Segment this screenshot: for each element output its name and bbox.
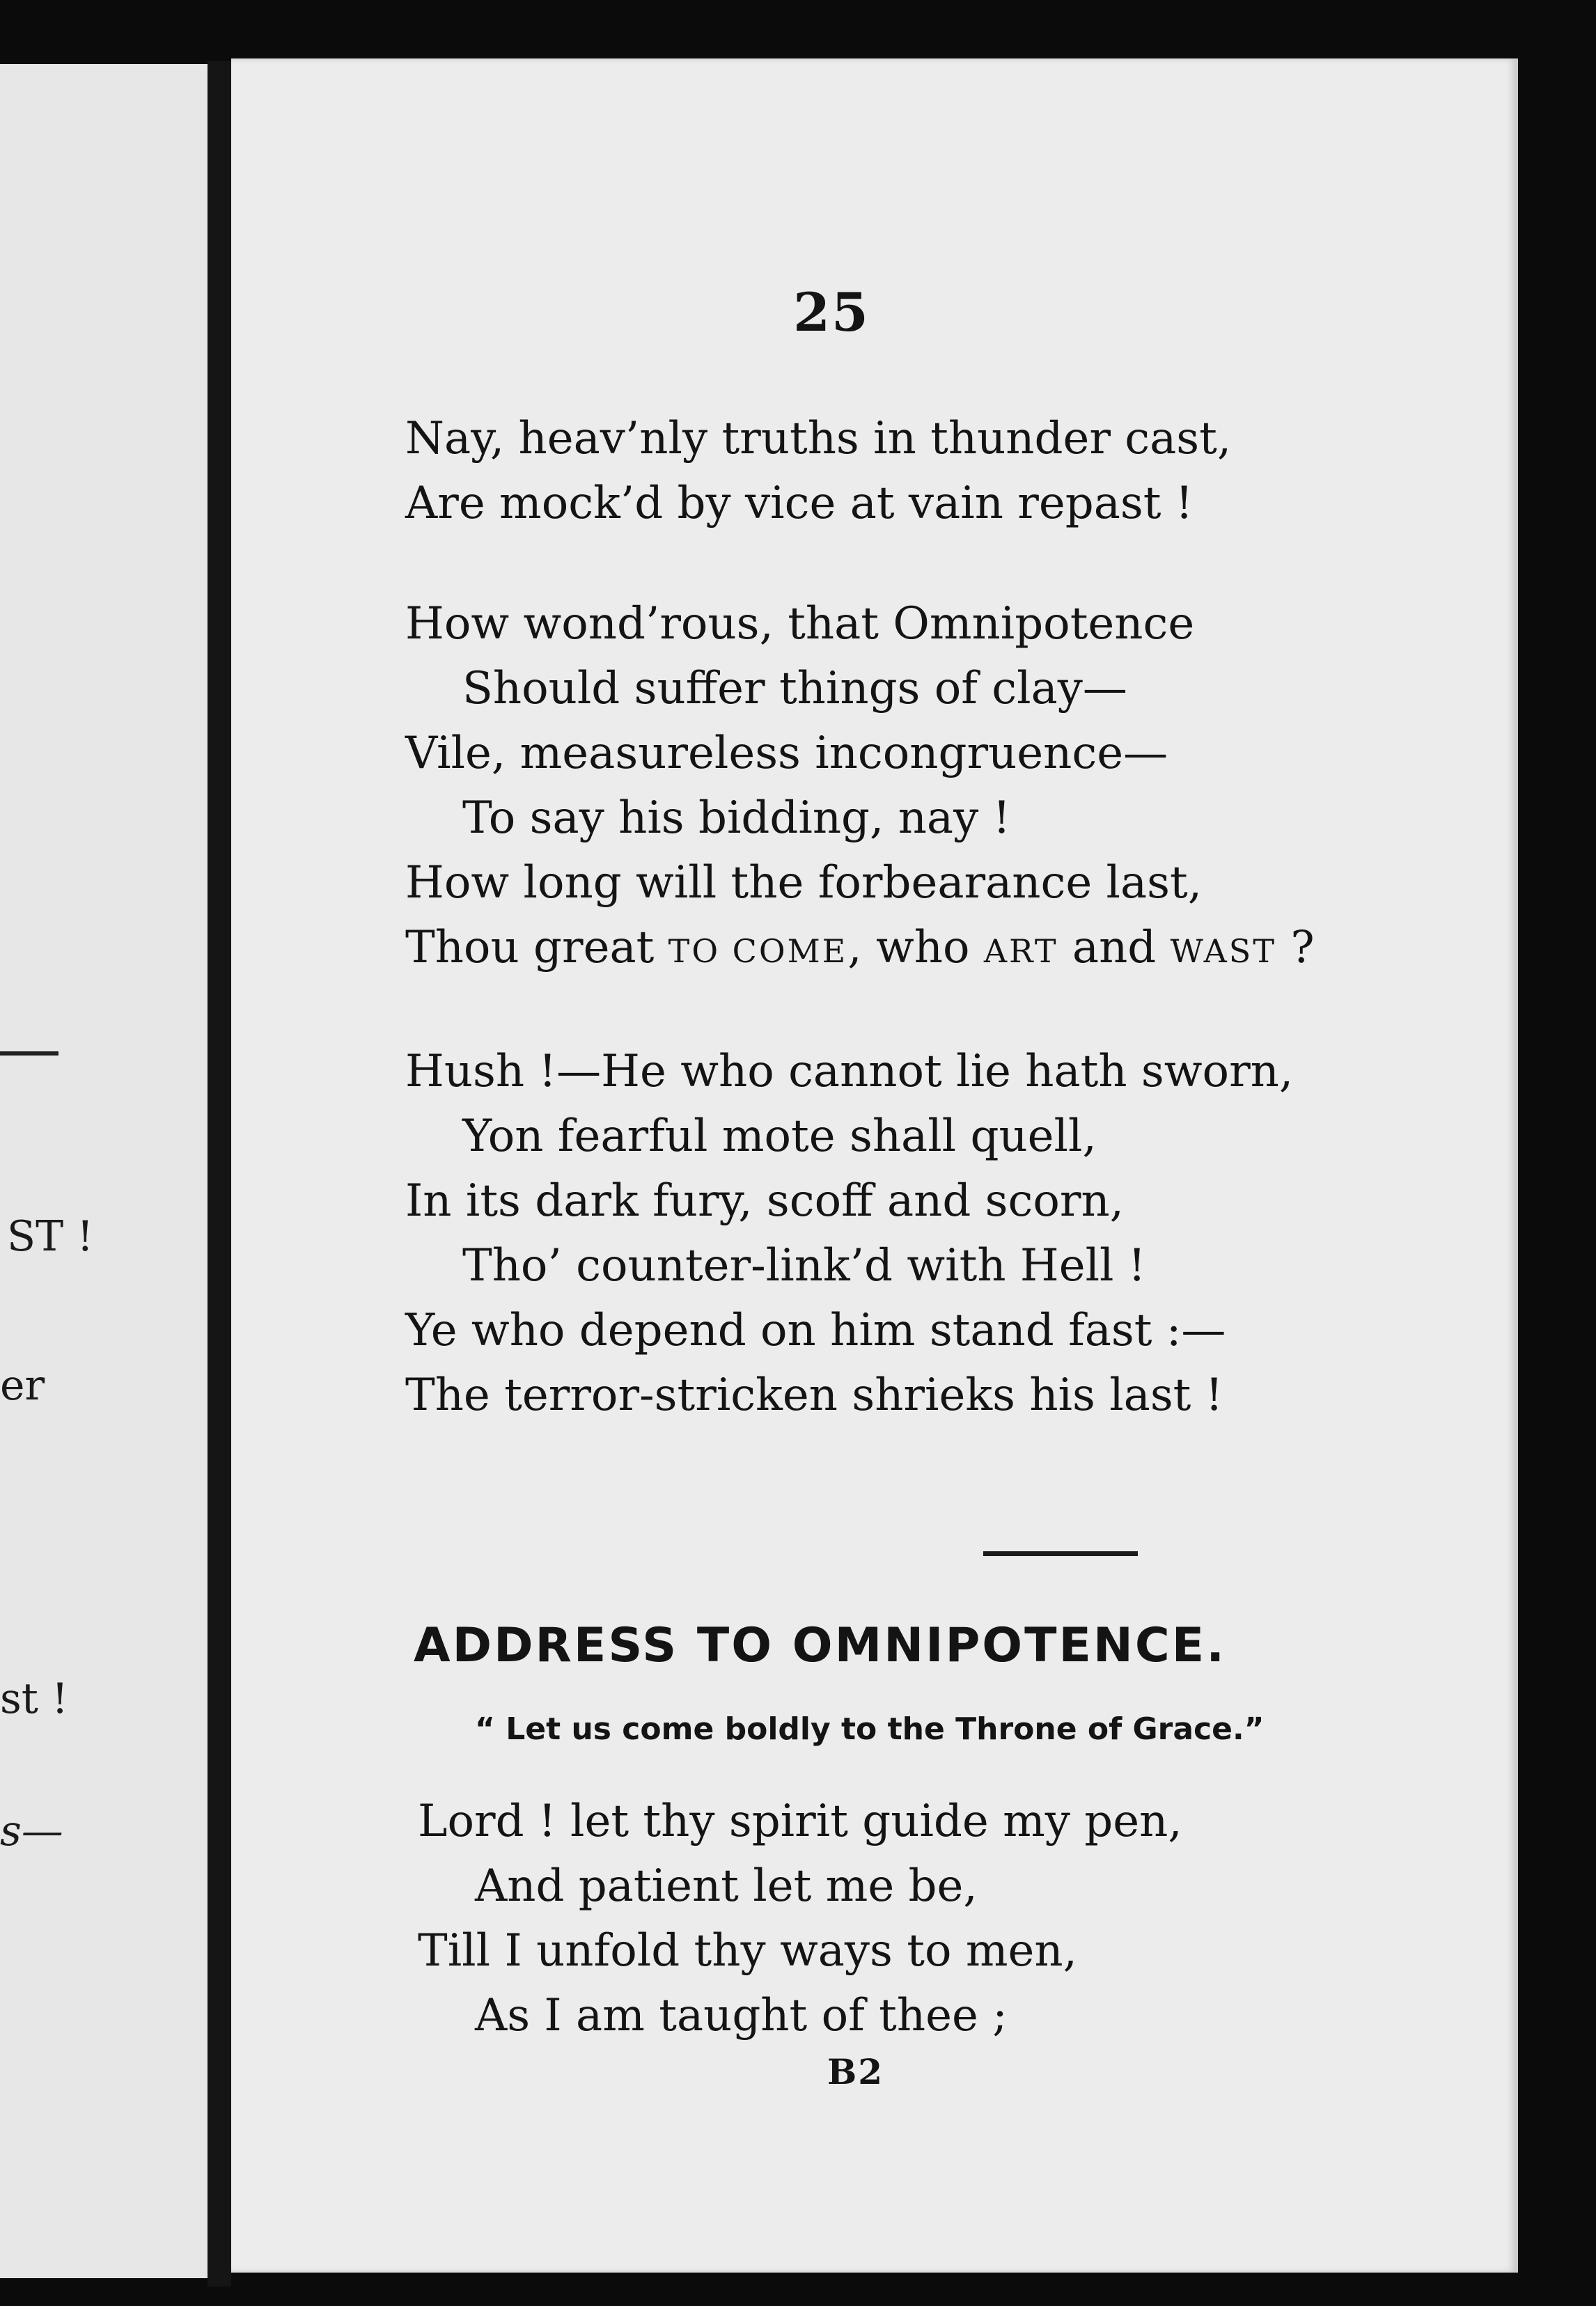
poem-line: Should suffer things of clay— [462, 663, 1127, 714]
poem-line: The terror-stricken shrieks his last ! [405, 1370, 1223, 1421]
poem-line: Yon fearful mote shall quell, [462, 1111, 1097, 1162]
poem-stanzas [405, 407, 1492, 1428]
line-text: and [1058, 922, 1171, 973]
page-number: 25 [793, 281, 870, 343]
left-page-rule [0, 1051, 58, 1056]
book-page [231, 58, 1518, 2273]
small-caps-text: TO COME [668, 932, 848, 970]
stanza-break [405, 984, 1492, 1040]
left-page-fragment: st ! [0, 1674, 69, 1723]
line-text: ? [1276, 922, 1315, 973]
epigraph: “ Let us come boldly to the Throne of Grace.” [475, 1711, 1265, 1747]
poem-line: How long will the forbearance last, [405, 857, 1203, 909]
poem-line: Are mock’d by vice at vain repast ! [405, 478, 1194, 529]
poem-line: Nay, heav’nly truths in thunder cast, [405, 413, 1232, 464]
section-divider [983, 1551, 1138, 1556]
left-page-fragment: s— [0, 1807, 63, 1856]
poem-line: Till I unfold thy ways to men, [418, 1925, 1077, 1977]
poem-line: Ye who depend on him stand fast :— [405, 1305, 1226, 1356]
line-text: , who [847, 922, 984, 973]
left-page-fragment: er [0, 1361, 45, 1410]
book-gutter [208, 61, 231, 2287]
poem-line: As I am taught of thee ; [475, 1990, 1008, 2041]
small-caps-text: ART [983, 932, 1058, 970]
previous-page-fragment [0, 64, 208, 2278]
poem-line: And patient let me be, [475, 1860, 978, 1912]
poem-address [418, 1789, 1462, 2048]
line-text: Thou great [405, 922, 668, 973]
poem-line: Tho’ counter-link’d with Hell ! [462, 1240, 1146, 1292]
poem-line: In its dark fury, scoff and scorn, [405, 1175, 1124, 1227]
stanza-break [405, 536, 1492, 592]
poem-line: Vile, measureless incongruence— [405, 728, 1168, 779]
signature-mark: B2 [827, 2051, 884, 2092]
poem-line-mixed [405, 916, 1492, 984]
section-title: ADDRESS TO OMNIPOTENCE. [414, 1618, 1227, 1673]
poem-line: To say his bidding, nay ! [462, 792, 1011, 844]
poem-line: How wond’rous, that Omnipotence [405, 598, 1195, 650]
poem-line: Hush !—He who cannot lie hath sworn, [405, 1046, 1294, 1097]
poem-line: Lord ! let thy spirit guide my pen, [418, 1796, 1182, 1847]
small-caps-text: WAST [1170, 932, 1276, 970]
left-page-fragment: ST ! [7, 1212, 94, 1261]
